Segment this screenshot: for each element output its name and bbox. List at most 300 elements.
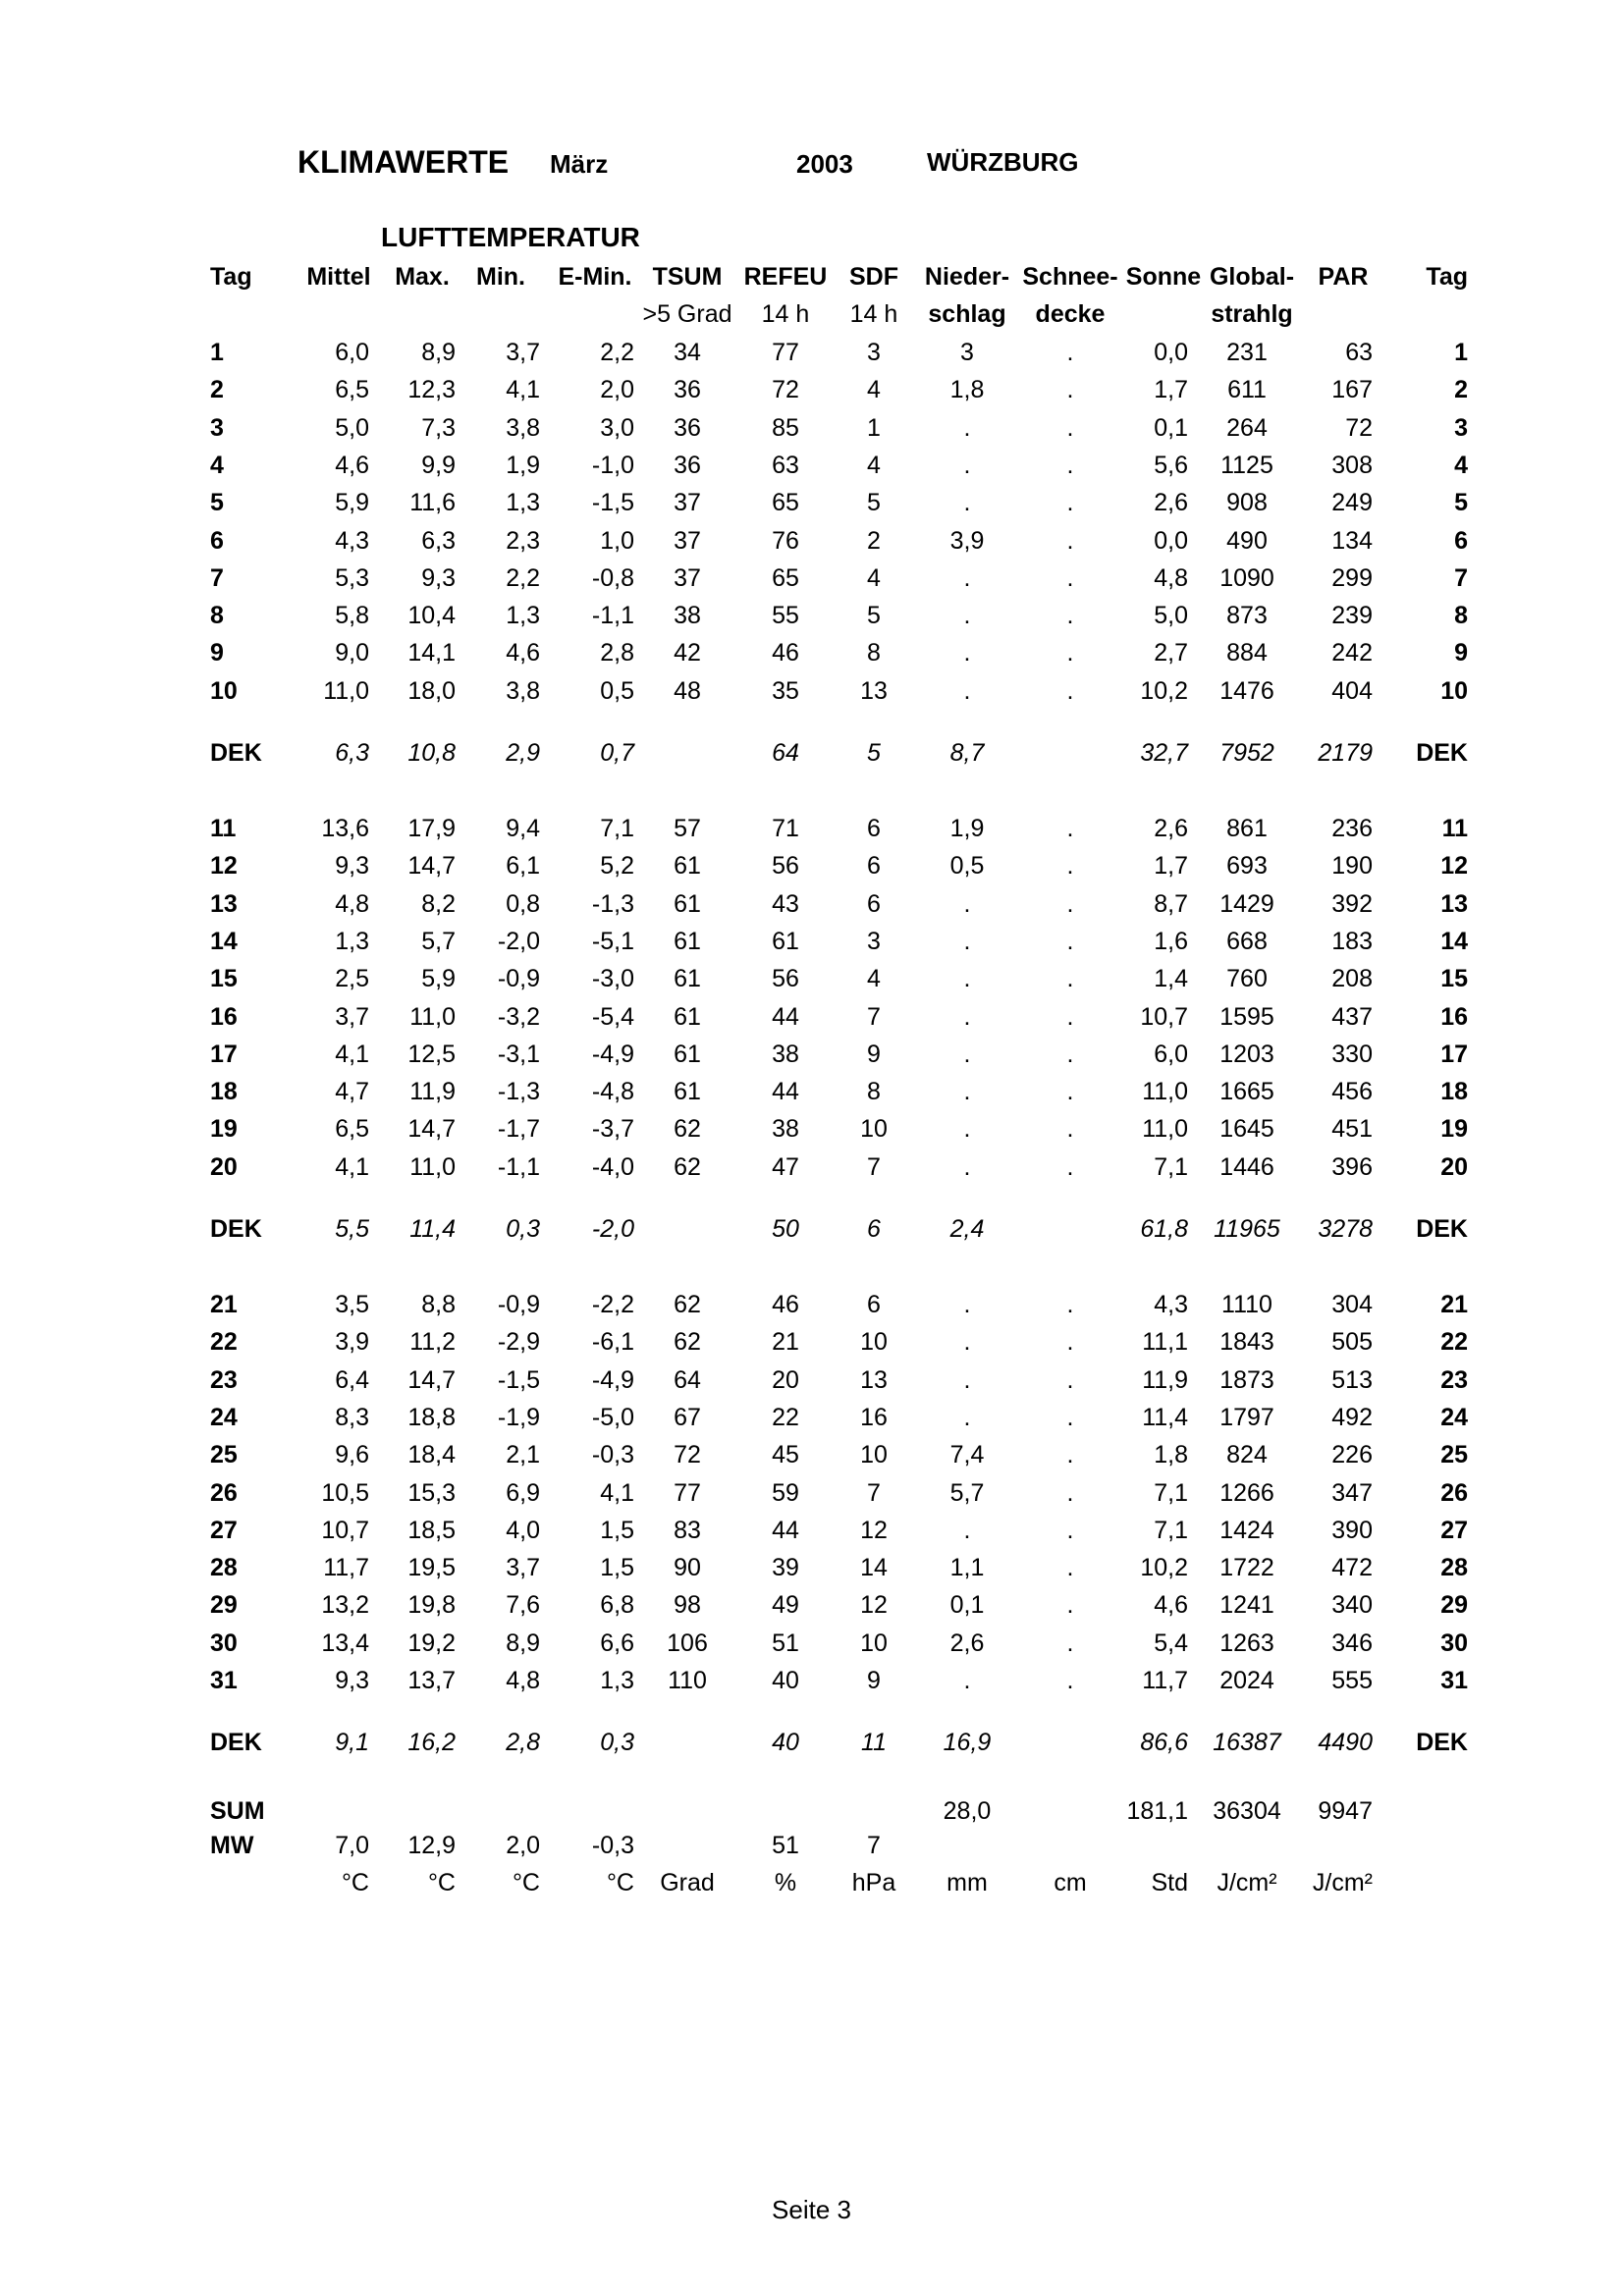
table-cell-niederschlag: . (963, 414, 971, 442)
table-cell-schneedecke: . (1066, 1517, 1074, 1544)
table-cell-emin: -1,5 (591, 489, 634, 516)
table-cell-sdf: 10 (860, 1441, 888, 1468)
table-cell-sdf: 9 (867, 1041, 881, 1068)
table-cell-tag-right: 11 (1441, 815, 1468, 842)
header-emin: E-Min. (558, 263, 632, 291)
dek-cell-max: 16,2 (407, 1729, 456, 1756)
table-cell-globalstrahlung: 1241 (1219, 1591, 1274, 1619)
table-cell-tag: 26 (210, 1479, 238, 1507)
unit-globalstrahlung: J/cm² (1217, 1869, 1277, 1896)
table-cell-emin: 6,6 (600, 1629, 634, 1657)
table-cell-emin: 1,5 (600, 1517, 634, 1544)
table-cell-par: 299 (1331, 564, 1373, 592)
dek-cell-tag: DEK (210, 1729, 262, 1756)
table-cell-schneedecke: . (1066, 1667, 1074, 1694)
table-cell-niederschlag: . (963, 1291, 971, 1318)
dek-cell-par: 3278 (1318, 1215, 1373, 1243)
table-cell-niederschlag: . (963, 1517, 971, 1544)
unit-sdf: hPa (851, 1869, 896, 1896)
table-cell-mittel: 3,5 (335, 1291, 369, 1318)
table-cell-sonne: 10,2 (1140, 677, 1188, 705)
mw-cell-emin: -0,3 (591, 1832, 634, 1859)
dek-cell-sdf: 6 (867, 1215, 881, 1243)
dek-cell-refeu: 50 (772, 1215, 799, 1243)
table-cell-globalstrahlung: 861 (1226, 815, 1268, 842)
table-cell-schneedecke: . (1066, 376, 1074, 403)
table-cell-mittel: 4,8 (335, 890, 369, 918)
table-cell-niederschlag: 0,5 (949, 852, 985, 880)
table-cell-schneedecke: . (1066, 1629, 1074, 1657)
table-cell-schneedecke: . (1066, 677, 1074, 705)
table-cell-sdf: 4 (867, 564, 881, 592)
table-cell-niederschlag: . (963, 1115, 971, 1143)
table-cell-mittel: 6,5 (335, 376, 369, 403)
table-cell-mittel: 5,0 (335, 414, 369, 442)
table-cell-globalstrahlung: 264 (1226, 414, 1268, 442)
table-cell-tsum: 42 (674, 639, 701, 667)
table-cell-refeu: 44 (772, 1517, 799, 1544)
table-cell-par: 513 (1331, 1366, 1373, 1394)
table-cell-niederschlag: . (963, 890, 971, 918)
table-cell-emin: -1,3 (591, 890, 634, 918)
table-cell-refeu: 56 (772, 965, 799, 992)
header-min: Min. (476, 263, 525, 291)
table-cell-sonne: 7,1 (1154, 1517, 1188, 1544)
unit-refeu: % (774, 1869, 797, 1896)
table-cell-sonne: 0,1 (1154, 414, 1188, 442)
table-cell-sonne: 2,6 (1154, 489, 1188, 516)
table-cell-min: 4,6 (506, 639, 540, 667)
table-cell-refeu: 38 (772, 1041, 799, 1068)
table-cell-tsum: 36 (674, 452, 701, 479)
table-cell-min: -1,1 (497, 1153, 540, 1181)
dek-cell-sonne: 32,7 (1140, 739, 1188, 767)
table-cell-niederschlag: . (963, 452, 971, 479)
table-cell-refeu: 76 (772, 527, 799, 555)
table-cell-max: 11,0 (409, 1153, 456, 1181)
table-cell-max: 18,0 (407, 677, 456, 705)
table-cell-tag-right: 7 (1454, 564, 1468, 592)
header-niederschlag: Nieder- (924, 263, 1010, 291)
table-cell-emin: 1,3 (600, 1667, 634, 1694)
table-cell-mittel: 5,9 (335, 489, 369, 516)
table-cell-tsum: 36 (674, 414, 701, 442)
table-cell-globalstrahlung: 1797 (1219, 1404, 1274, 1431)
table-cell-emin: -5,4 (591, 1003, 634, 1031)
table-cell-tag: 31 (210, 1667, 238, 1694)
table-cell-tag-right: 25 (1440, 1441, 1468, 1468)
table-cell-tag-right: 5 (1454, 489, 1468, 516)
table-cell-schneedecke: . (1066, 414, 1074, 442)
mw-cell-min: 2,0 (506, 1832, 540, 1859)
subheader-tsum: >5 Grad (642, 300, 732, 328)
table-cell-max: 15,3 (407, 1479, 456, 1507)
table-cell-globalstrahlung: 1665 (1219, 1078, 1274, 1105)
table-cell-globalstrahlung: 1595 (1219, 1003, 1274, 1031)
table-cell-schneedecke: . (1066, 339, 1074, 366)
table-cell-max: 12,5 (407, 1041, 456, 1068)
page-number: Seite 3 (772, 2195, 851, 2224)
table-cell-sonne: 4,3 (1154, 1291, 1188, 1318)
table-cell-refeu: 49 (772, 1591, 799, 1619)
table-cell-par: 72 (1345, 414, 1373, 442)
unit-min: °C (512, 1869, 540, 1896)
sum-cell-niederschlag: 28,0 (943, 1797, 992, 1825)
table-cell-max: 6,3 (421, 527, 456, 555)
table-cell-max: 11,9 (409, 1078, 456, 1105)
table-cell-sdf: 8 (867, 639, 881, 667)
table-cell-refeu: 35 (772, 677, 799, 705)
table-cell-min: -3,1 (497, 1041, 540, 1068)
table-cell-tsum: 34 (674, 339, 701, 366)
table-cell-emin: -4,0 (591, 1153, 634, 1181)
table-cell-schneedecke: . (1066, 1291, 1074, 1318)
table-cell-tag-right: 22 (1440, 1328, 1468, 1356)
table-cell-min: 2,1 (506, 1441, 540, 1468)
table-cell-mittel: 3,7 (335, 1003, 369, 1031)
table-cell-max: 9,3 (421, 564, 456, 592)
table-cell-min: -0,9 (497, 965, 540, 992)
dek-cell-niederschlag: 8,7 (949, 739, 985, 767)
table-cell-mittel: 10,5 (321, 1479, 369, 1507)
table-cell-tsum: 61 (674, 890, 701, 918)
table-cell-mittel: 6,4 (335, 1366, 369, 1394)
table-cell-sonne: 1,6 (1154, 928, 1188, 955)
table-cell-min: 9,4 (506, 815, 540, 842)
table-cell-refeu: 65 (772, 564, 799, 592)
table-cell-schneedecke: . (1066, 452, 1074, 479)
dek-cell-mittel: 9,1 (335, 1729, 369, 1756)
table-cell-min: 1,3 (506, 602, 540, 629)
table-cell-niederschlag: 1,9 (949, 815, 985, 842)
table-cell-schneedecke: . (1066, 890, 1074, 918)
table-cell-refeu: 77 (772, 339, 799, 366)
dek-cell-max: 11,4 (409, 1215, 456, 1243)
table-cell-tag: 4 (210, 452, 224, 479)
table-cell-tsum: 62 (674, 1328, 701, 1356)
table-cell-sonne: 4,8 (1154, 564, 1188, 592)
table-cell-sonne: 6,0 (1154, 1041, 1188, 1068)
table-cell-globalstrahlung: 668 (1226, 928, 1268, 955)
unit-niederschlag: mm (947, 1869, 988, 1896)
table-cell-schneedecke: . (1066, 1554, 1074, 1581)
header-max: Max. (395, 263, 450, 291)
table-cell-emin: -4,8 (591, 1078, 634, 1105)
table-cell-par: 390 (1331, 1517, 1373, 1544)
table-cell-schneedecke: . (1066, 1404, 1074, 1431)
table-cell-globalstrahlung: 2024 (1219, 1667, 1274, 1694)
table-cell-globalstrahlung: 1429 (1219, 890, 1274, 918)
table-cell-tag: 5 (210, 489, 224, 516)
dek-cell-globalstrahlung: 7952 (1219, 739, 1274, 767)
sum-cell-tag: SUM (210, 1797, 265, 1825)
table-cell-schneedecke: . (1066, 564, 1074, 592)
table-cell-min: 3,7 (506, 1554, 540, 1581)
table-cell-emin: 4,1 (600, 1479, 634, 1507)
table-cell-sonne: 8,7 (1154, 890, 1188, 918)
table-cell-niederschlag: 5,7 (949, 1479, 985, 1507)
table-cell-par: 226 (1331, 1441, 1373, 1468)
table-cell-max: 5,9 (421, 965, 456, 992)
title-year: 2003 (796, 149, 853, 179)
table-cell-tsum: 38 (674, 602, 701, 629)
table-cell-mittel: 13,2 (321, 1591, 369, 1619)
table-cell-tsum: 37 (674, 564, 701, 592)
subheader-globalstrahlung: strahlg (1211, 300, 1293, 328)
table-cell-tag-right: 19 (1440, 1115, 1468, 1143)
table-cell-niederschlag: 3 (960, 339, 974, 366)
dek-cell-niederschlag: 16,9 (943, 1729, 992, 1756)
table-cell-tag: 19 (210, 1115, 238, 1143)
title-station: WÜRZBURG (927, 147, 1079, 177)
table-cell-refeu: 71 (772, 815, 799, 842)
table-cell-sdf: 5 (867, 602, 881, 629)
table-cell-par: 347 (1331, 1479, 1373, 1507)
table-cell-globalstrahlung: 908 (1226, 489, 1268, 516)
table-cell-tag: 6 (210, 527, 224, 555)
mw-cell-tag: MW (210, 1832, 254, 1859)
table-cell-globalstrahlung: 1722 (1219, 1554, 1274, 1581)
table-cell-min: 0,8 (506, 890, 540, 918)
table-cell-sonne: 1,4 (1154, 965, 1188, 992)
table-cell-tag-right: 18 (1440, 1078, 1468, 1105)
table-cell-globalstrahlung: 611 (1227, 376, 1267, 403)
table-cell-mittel: 2,5 (335, 965, 369, 992)
unit-schneedecke: cm (1054, 1869, 1087, 1896)
table-cell-emin: 3,0 (600, 414, 634, 442)
table-cell-tag: 3 (210, 414, 224, 442)
table-cell-mittel: 10,7 (321, 1517, 369, 1544)
table-cell-emin: -6,1 (591, 1328, 634, 1356)
table-cell-tsum: 61 (674, 1041, 701, 1068)
table-cell-sdf: 8 (867, 1078, 881, 1105)
table-cell-max: 8,2 (421, 890, 456, 918)
table-cell-refeu: 47 (772, 1153, 799, 1181)
table-cell-min: -1,9 (497, 1404, 540, 1431)
table-cell-tag: 25 (210, 1441, 238, 1468)
table-cell-emin: 0,5 (600, 677, 634, 705)
table-cell-globalstrahlung: 824 (1226, 1441, 1268, 1468)
table-cell-tsum: 37 (674, 489, 701, 516)
table-cell-min: -3,2 (497, 1003, 540, 1031)
table-cell-max: 19,8 (407, 1591, 456, 1619)
table-cell-sonne: 0,0 (1154, 527, 1188, 555)
table-cell-max: 14,7 (407, 852, 456, 880)
table-cell-par: 242 (1331, 639, 1373, 667)
table-cell-refeu: 46 (772, 1291, 799, 1318)
table-cell-tsum: 61 (674, 928, 701, 955)
table-cell-tsum: 98 (674, 1591, 701, 1619)
table-cell-schneedecke: . (1066, 965, 1074, 992)
table-cell-tag: 21 (210, 1291, 238, 1318)
table-cell-tsum: 110 (668, 1667, 707, 1694)
table-cell-schneedecke: . (1066, 489, 1074, 516)
table-cell-max: 14,7 (407, 1115, 456, 1143)
table-cell-sonne: 0,0 (1154, 339, 1188, 366)
table-cell-mittel: 11,7 (323, 1554, 369, 1581)
table-cell-tsum: 64 (674, 1366, 701, 1394)
table-cell-refeu: 61 (772, 928, 799, 955)
table-cell-sonne: 5,4 (1154, 1629, 1188, 1657)
table-cell-max: 19,2 (407, 1629, 456, 1657)
table-cell-tag-right: 13 (1440, 890, 1468, 918)
header-par: PAR (1318, 263, 1369, 291)
table-cell-sdf: 3 (867, 339, 881, 366)
table-cell-niederschlag: 7,4 (949, 1441, 985, 1468)
table-cell-tsum: 61 (674, 1078, 701, 1105)
table-cell-tag-right: 21 (1440, 1291, 1468, 1318)
header-refeu: REFEU (743, 263, 828, 291)
table-cell-max: 13,7 (407, 1667, 456, 1694)
dek-cell-tag-right: DEK (1416, 1215, 1468, 1243)
sum-cell-globalstrahlung: 36304 (1213, 1797, 1281, 1825)
table-cell-sdf: 7 (867, 1479, 881, 1507)
table-cell-tsum: 72 (674, 1441, 701, 1468)
table-cell-par: 346 (1331, 1629, 1373, 1657)
table-cell-sonne: 1,7 (1154, 852, 1188, 880)
table-cell-max: 8,9 (421, 339, 456, 366)
table-cell-max: 11,2 (409, 1328, 456, 1356)
table-cell-tag-right: 3 (1454, 414, 1468, 442)
table-cell-tsum: 67 (674, 1404, 701, 1431)
table-cell-min: -1,3 (497, 1078, 540, 1105)
table-cell-sonne: 10,7 (1140, 1003, 1188, 1031)
table-cell-sonne: 11,9 (1142, 1366, 1188, 1394)
table-cell-par: 472 (1331, 1554, 1373, 1581)
table-cell-par: 63 (1345, 339, 1373, 366)
table-cell-niederschlag: 2,6 (949, 1629, 985, 1657)
table-cell-refeu: 22 (772, 1404, 799, 1431)
header-tsum: TSUM (652, 263, 723, 291)
table-cell-mittel: 4,3 (335, 527, 369, 555)
table-cell-tag-right: 27 (1440, 1517, 1468, 1544)
table-cell-sdf: 10 (860, 1629, 888, 1657)
table-cell-refeu: 59 (772, 1479, 799, 1507)
table-cell-min: 4,0 (506, 1517, 540, 1544)
table-cell-schneedecke: . (1066, 1153, 1074, 1181)
table-cell-refeu: 43 (772, 890, 799, 918)
table-cell-niederschlag: . (963, 928, 971, 955)
table-cell-emin: 6,8 (600, 1591, 634, 1619)
table-cell-max: 18,5 (407, 1517, 456, 1544)
table-cell-tag: 20 (210, 1153, 238, 1181)
table-cell-max: 18,4 (407, 1441, 456, 1468)
table-cell-niederschlag: . (963, 677, 971, 705)
header-tag-right: Tag (1426, 263, 1468, 291)
unit-emin: °C (606, 1869, 634, 1896)
table-cell-refeu: 46 (772, 639, 799, 667)
table-cell-tag-right: 30 (1440, 1629, 1468, 1657)
table-cell-sonne: 10,2 (1140, 1554, 1188, 1581)
table-cell-min: 4,8 (506, 1667, 540, 1694)
table-cell-par: 456 (1331, 1078, 1373, 1105)
table-cell-emin: -2,2 (591, 1291, 634, 1318)
table-cell-sonne: 5,6 (1154, 452, 1188, 479)
dek-cell-tag-right: DEK (1416, 1729, 1468, 1756)
table-cell-par: 392 (1331, 890, 1373, 918)
table-cell-emin: -4,9 (591, 1366, 634, 1394)
table-cell-globalstrahlung: 1125 (1220, 452, 1273, 479)
table-cell-tag-right: 24 (1440, 1404, 1468, 1431)
table-cell-globalstrahlung: 1843 (1219, 1328, 1274, 1356)
dek-cell-sdf: 5 (867, 739, 881, 767)
table-cell-globalstrahlung: 1424 (1219, 1517, 1274, 1544)
table-cell-sdf: 3 (867, 928, 881, 955)
table-cell-refeu: 39 (772, 1554, 799, 1581)
table-cell-refeu: 51 (772, 1629, 799, 1657)
table-cell-refeu: 45 (772, 1441, 799, 1468)
table-cell-min: 8,9 (506, 1629, 540, 1657)
dek-cell-tag: DEK (210, 1215, 262, 1243)
table-cell-sonne: 11,4 (1142, 1404, 1188, 1431)
table-cell-emin: -1,1 (591, 602, 634, 629)
table-cell-tag: 22 (210, 1328, 238, 1356)
table-cell-sdf: 6 (867, 852, 881, 880)
table-cell-tag-right: 2 (1454, 376, 1468, 403)
mw-cell-sdf: 7 (867, 1832, 881, 1859)
table-cell-globalstrahlung: 231 (1226, 339, 1268, 366)
subheader-niederschlag: schlag (928, 300, 1006, 328)
table-cell-sonne: 2,6 (1154, 815, 1188, 842)
table-cell-schneedecke: . (1066, 1591, 1074, 1619)
table-cell-schneedecke: . (1066, 527, 1074, 555)
table-cell-par: 505 (1331, 1328, 1373, 1356)
table-cell-tag: 30 (210, 1629, 238, 1657)
table-cell-schneedecke: . (1066, 1366, 1074, 1394)
document-title: KLIMAWERTE (298, 144, 510, 180)
table-cell-tag-right: 14 (1440, 928, 1468, 955)
table-cell-tag-right: 28 (1440, 1554, 1468, 1581)
table-cell-niederschlag: . (963, 564, 971, 592)
dek-cell-emin: 0,3 (600, 1729, 634, 1756)
table-cell-globalstrahlung: 760 (1226, 965, 1268, 992)
dek-cell-sonne: 61,8 (1140, 1215, 1188, 1243)
table-cell-emin: -1,0 (591, 452, 634, 479)
table-cell-min: 3,7 (506, 339, 540, 366)
table-cell-max: 14,1 (407, 639, 456, 667)
table-cell-emin: -3,7 (591, 1115, 634, 1143)
table-cell-max: 5,7 (421, 928, 456, 955)
table-cell-tag-right: 26 (1440, 1479, 1468, 1507)
dek-cell-par: 4490 (1318, 1729, 1373, 1756)
table-cell-min: 6,1 (506, 852, 540, 880)
table-cell-sdf: 5 (867, 489, 881, 516)
table-cell-emin: 7,1 (600, 815, 634, 842)
table-cell-tag: 23 (210, 1366, 238, 1394)
table-cell-max: 7,3 (421, 414, 456, 442)
table-cell-par: 404 (1331, 677, 1373, 705)
table-cell-niederschlag: . (963, 1366, 971, 1394)
table-cell-schneedecke: . (1066, 928, 1074, 955)
table-cell-niederschlag: . (963, 1003, 971, 1031)
table-cell-sonne: 11,7 (1142, 1667, 1188, 1694)
table-cell-sdf: 2 (867, 527, 881, 555)
table-cell-par: 236 (1331, 815, 1373, 842)
table-cell-tsum: 83 (674, 1517, 701, 1544)
table-cell-schneedecke: . (1066, 1115, 1074, 1143)
unit-tsum: Grad (660, 1869, 715, 1896)
table-cell-par: 239 (1331, 602, 1373, 629)
table-cell-mittel: 4,6 (335, 452, 369, 479)
mw-cell-max: 12,9 (407, 1832, 456, 1859)
table-cell-max: 10,4 (407, 602, 456, 629)
table-cell-sdf: 14 (860, 1554, 888, 1581)
table-cell-schneedecke: . (1066, 1078, 1074, 1105)
table-cell-max: 11,0 (409, 1003, 456, 1031)
table-cell-tag-right: 10 (1440, 677, 1468, 705)
table-cell-tsum: 48 (674, 677, 701, 705)
table-cell-globalstrahlung: 1266 (1219, 1479, 1274, 1507)
